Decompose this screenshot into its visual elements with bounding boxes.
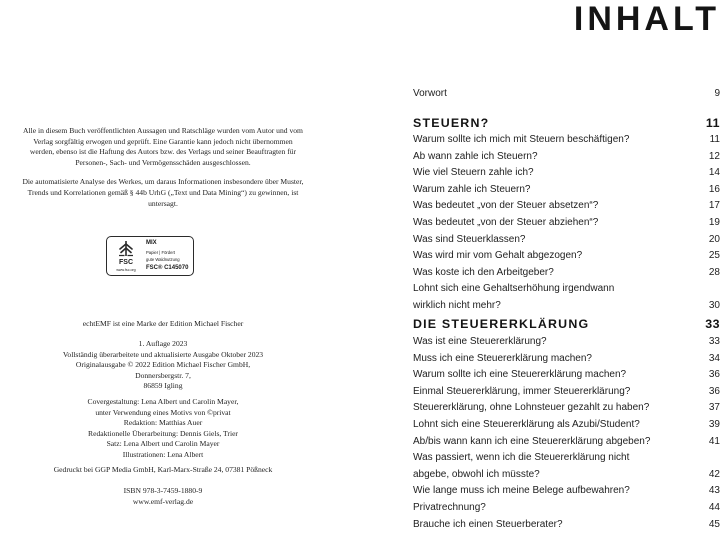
toc-entry-page: 28	[708, 266, 720, 278]
toc-entry[interactable]	[413, 367, 720, 384]
toc-entry-page: 39	[708, 418, 720, 430]
section-heading[interactable]	[413, 316, 720, 333]
toc-entry-page: 44	[708, 501, 720, 513]
toc-entry-page: 17	[708, 200, 720, 212]
toc-entry[interactable]	[413, 351, 720, 368]
liability-disclaimer: Alle in diesem Buch veröffentlichten Aussagen und Ratschläge wurden vom Autor und vom Verlag sorgfältig erwogen und geprüft. Eine Garantie kann jedoch nicht übernommen werden, ebenso ist die Haftung des Autors bzw. des Verlags und seiner Beauftragten für Personen-, Sach- und Vermögensschäden ausgeschlossen.	[23, 126, 303, 167]
toc-entry-title: Was bedeutet „von der Steuer abziehen“?	[413, 216, 599, 228]
toc-entry[interactable]	[413, 281, 720, 314]
credit-line: Satz: Lena Albert und Carolin Mayer	[106, 439, 220, 449]
toc-entry-title: Einmal Steuererklärung, immer Steuererklärung?	[413, 385, 631, 397]
toc-entry-title: Was ist eine Steuererklärung?	[413, 336, 547, 347]
edition-line: 86859 Igling	[143, 381, 183, 391]
toc-entry-page: 30	[708, 299, 720, 311]
toc-entry[interactable]	[413, 434, 720, 451]
isbn: ISBN 978-3-7459-1880-9	[123, 486, 203, 495]
toc-entry-page: 37	[708, 402, 720, 414]
toc-entry[interactable]	[413, 483, 720, 500]
toc-entry-title: Brauche ich einen Steuerberater?	[413, 518, 563, 530]
toc-entry-page: 20	[708, 233, 720, 245]
section-heading-page: 33	[705, 317, 720, 331]
toc-entry-title: Was wird mir vom Gehalt abgezogen?	[413, 250, 583, 262]
toc-entry[interactable]	[413, 400, 720, 417]
toc-entry[interactable]	[413, 517, 720, 533]
fsc-url: www.fsc.org	[116, 268, 136, 272]
edition-line: 1. Auflage 2023	[138, 339, 188, 348]
toc-entry[interactable]	[413, 182, 720, 199]
toc-entry-title: Was koste ich den Arbeitgeber?	[413, 266, 554, 278]
edition-line: Vollständig überarbeitete und aktualisierte Ausgabe Oktober 2023	[62, 349, 264, 359]
toc-entry-page: 19	[708, 216, 720, 228]
toc-entry-page: 25	[708, 250, 720, 262]
toc-entry[interactable]	[413, 417, 720, 434]
imprint-page	[0, 0, 360, 516]
publisher-website: www.emf-verlag.de	[132, 496, 194, 506]
fsc-info	[141, 240, 189, 272]
toc-entry-page: 33	[708, 336, 720, 347]
isbn-block	[22, 486, 304, 507]
toc-entry[interactable]	[413, 215, 720, 232]
toc-entry-page: 14	[708, 167, 720, 179]
toc-entry-page: 43	[708, 485, 720, 497]
toc-entry-title: Warum sollte ich mich mit Steuern beschäftigen?	[413, 134, 630, 145]
edition-line: Originalausgabe © 2022 Edition Michael Fischer GmbH,	[75, 360, 251, 370]
section-heading-title: STEUERN?	[413, 116, 490, 130]
legal-disclaimer	[22, 126, 304, 209]
fsc-logo	[111, 240, 141, 272]
toc-entry-title: Was passiert, wenn ich die Steuererklärung nicht abgebe, obwohl ich müsste?	[413, 452, 630, 480]
page-title: INHALT	[573, 0, 720, 38]
toc-entry-title: Warum zahle ich Steuern?	[413, 183, 531, 195]
printer-info	[22, 465, 304, 476]
toc-entry[interactable]	[413, 384, 720, 401]
toc-section-steuererklaerung	[413, 316, 720, 533]
fsc-line2: gute Waldnutzung	[146, 257, 180, 263]
toc-entry[interactable]	[413, 165, 720, 182]
toc-entry-page: 36	[708, 385, 720, 397]
toc-entry-title: Wie viel Steuern zahle ich?	[413, 167, 534, 179]
toc-entry-title: Was sind Steuerklassen?	[413, 233, 526, 245]
credits	[22, 397, 304, 461]
toc-entry-page: 45	[708, 518, 720, 530]
toc-entry[interactable]	[413, 450, 720, 483]
credit-line: Redaktionelle Überarbeitung: Dennis Giels, Trier	[88, 428, 238, 438]
toc-entry-title: Wie lange muss ich meine Belege aufbewahren?	[413, 485, 630, 497]
toc-entry-title: Vorwort	[413, 88, 447, 99]
toc-entry[interactable]	[413, 132, 720, 149]
toc-entry-page: 42	[708, 468, 720, 480]
toc-entry-page: 12	[708, 150, 720, 162]
credit-line: unter Verwendung eines Motivs von ©privat	[95, 407, 231, 417]
fsc-mix: MIX	[146, 240, 157, 246]
printer-line: Gedruckt bei GGP Media GmbH, Karl-Marx-Straße 24, 07381 Pößneck	[53, 465, 273, 474]
text-data-mining-notice: Die automatisierte Analyse des Werkes, um daraus Informationen insbesondere über Muster, Trends und Korrelationen gemäß § 44b UrhG („Text und Data Mining“) zu gewinnen, ist untersagt.	[22, 177, 304, 208]
toc-entry-page: 34	[708, 352, 720, 364]
brand-text: echtEMF ist eine Marke der Edition Michael Fischer	[82, 319, 244, 328]
edition-line: Donnersbergstr. 7,	[135, 370, 191, 380]
toc-entry[interactable]	[413, 265, 720, 282]
toc-entry[interactable]	[413, 334, 720, 351]
toc-entry-title: Ab/bis wann kann ich eine Steuererklärung abgeben?	[413, 435, 651, 447]
toc-entry-title: Warum sollte ich eine Steuererklärung machen?	[413, 369, 627, 381]
toc-entry[interactable]	[413, 232, 720, 249]
section-heading-title: DIE STEUERERKLÄRUNG	[413, 317, 590, 331]
toc-entry[interactable]	[413, 500, 720, 517]
credit-line: Redaktion: Matthias Auer	[123, 418, 203, 428]
credit-line: Illustrationen: Lena Albert	[122, 449, 204, 459]
fsc-code: FSC® C145070	[146, 264, 189, 271]
fsc-logo-text: FSC	[119, 259, 133, 266]
toc-section-steuern	[413, 114, 720, 315]
toc-entry-title: Lohnt sich eine Gehaltserhöhung irgendwann wirklich nicht mehr?	[413, 283, 615, 311]
fsc-line1: Papier | Fördert	[146, 249, 176, 255]
credit-line: Covergestaltung: Lena Albert und Carolin Mayer,	[87, 397, 239, 406]
edition-info	[22, 339, 304, 392]
toc-entry-vorwort[interactable]	[413, 86, 720, 100]
toc-entry-title: Was bedeutet „von der Steuer absetzen“?	[413, 200, 599, 212]
toc-entry-page: 11	[709, 134, 720, 145]
toc-entry-title: Steuererklärung, ohne Lohnsteuer gezahlt zu haben?	[413, 402, 650, 414]
toc-entry-title: Ab wann zahle ich Steuern?	[413, 150, 538, 162]
brand-line	[22, 319, 304, 330]
section-heading-page: 11	[705, 116, 720, 130]
fsc-label	[106, 236, 194, 276]
toc-entry-page: 36	[708, 369, 720, 381]
toc-entry-page: 9	[714, 88, 720, 99]
toc-entry[interactable]	[413, 198, 720, 215]
toc-entry-title: Lohnt sich eine Steuererklärung als Azubi/Student?	[413, 418, 640, 430]
section-heading[interactable]	[413, 114, 720, 132]
toc-entry-title: Privatrechnung?	[413, 501, 486, 513]
toc-entry-title: Muss ich eine Steuererklärung machen?	[413, 352, 592, 364]
toc-entry[interactable]	[413, 149, 720, 166]
toc-entry-page: 16	[708, 183, 720, 195]
contents-page	[360, 0, 720, 530]
toc-entry-page: 41	[708, 435, 720, 447]
toc-entry[interactable]	[413, 248, 720, 265]
fsc-tree-icon	[117, 240, 135, 257]
